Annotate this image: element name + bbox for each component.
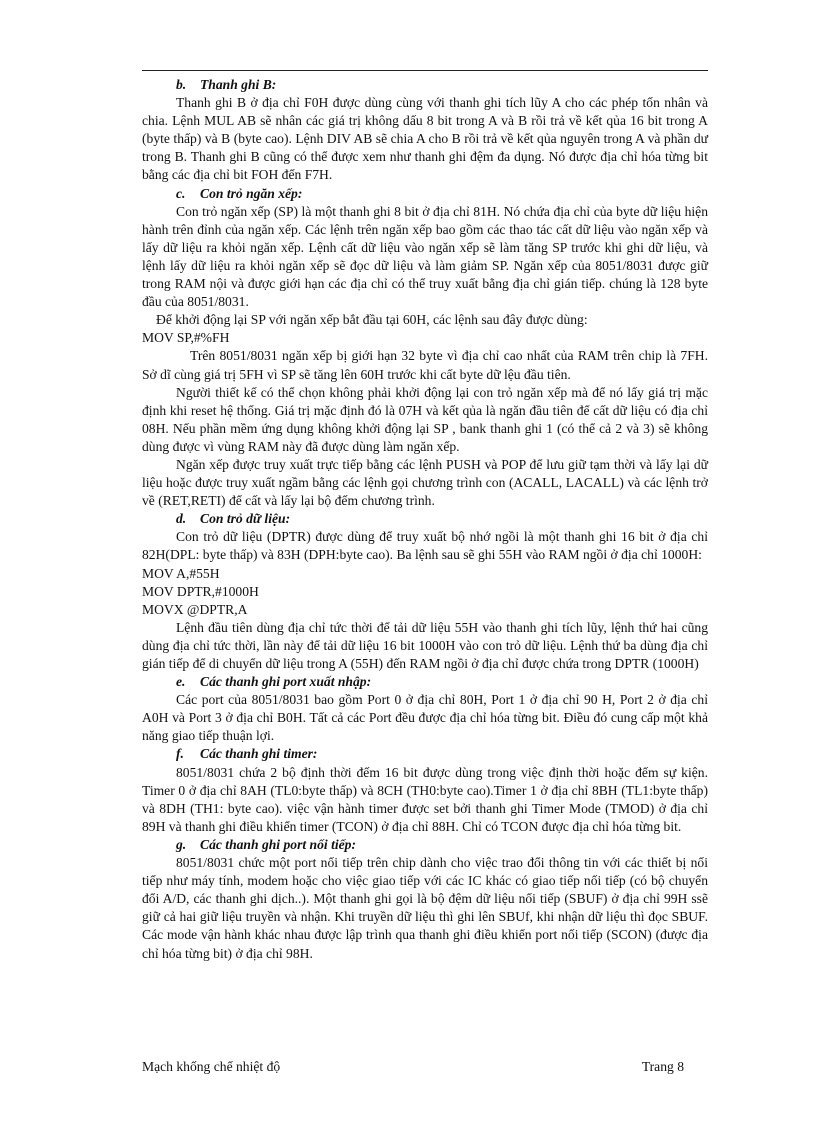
page-body (142, 76, 708, 963)
section-heading-d: d. Con trỏ dữ liệu: (176, 511, 291, 527)
paragraph: Lệnh đầu tiên dùng địa chỉ tức thời để tải dữ liệu 55H vào thanh ghi tích lũy, lệnh thứ hai cũng dùng địa chỉ tức thời, lần này để tải dữ liệu 16 bit 1000H vào con trỏ dữ liệu. Lệnh thứ ba dùng địa chỉ gián tiếp để di chuyển dữ liệu trong A (55H) đến RAM ngồi ở địa chỉ được chứa trong DPTR (1000H) (142, 619, 708, 671)
paragraph: 8051/8031 chức một port nối tiếp trên chip dành cho việc trao đổi thông tin với các thiết bị nối tiếp như máy tính, modem hoặc cho việc giao tiếp với các IC khác có giao tiếp nối tiếp (có bộ chuyển đổi A/D, các thanh ghi dịch..). Một thanh ghi gọi là bộ đệm dữ liệu nối tiếp (SBUF) ở địa chỉ 99H ssẽ giữ cả hai giữ liệu truyền và nhận. Khi truyền dữ liệu thì ghi lên SBUf, khi nhận dữ liệu thì đọc SBUF. Các mode vận hành khác nhau được lập trình qua thanh ghi điều khiển port nối tiếp (SCON) (được địa chỉ hóa từng bit) ở địa chỉ 98H. (142, 855, 708, 961)
paragraph: Ngăn xếp được truy xuất trực tiếp bằng các lệnh PUSH và POP để lưu giữ tạm thời và lấy lại dữ liệu hoặc được truy xuất ngầm bằng các lệnh gọi chương trình con (ACALL, LACALL) và các lệnh trở về (RET,RETI) để cất và lấy lại bộ đếm chương trình. (142, 456, 708, 509)
section-heading-f: f. Các thanh ghi timer: (176, 746, 318, 762)
paragraph: Trên 8051/8031 ngăn xếp bị giới hạn 32 byte vì địa chỉ cao nhất của RAM trên chip là 7FH. Sở dĩ cùng giá trị 5FH vì SP sẽ tăng lên 60H trước khi cất byte dữ lệu đầu tiên. (142, 348, 708, 382)
section-heading-e: e. Các thanh ghi port xuất nhập: (176, 674, 372, 690)
section-heading-b: b. Thanh ghi B: (176, 77, 277, 92)
code-line: MOV A,#55H (142, 565, 220, 581)
paragraph: Thanh ghi B ở địa chỉ F0H được dùng cùng với thanh ghi tích lũy A cho các phép tốn nhân và chia. Lệnh MUL AB sẽ nhân các giá trị không dấu 8 bit trong A và B rồi trả về kết qủa 16 bit trong A (byte thấp) và B (byte cao). Lệnh DIV AB sẽ chia A cho B rồi trả về kết qủa nguyên trong A và phần dư trong B. Thanh ghi B cũng có thể được xem như thanh ghi đệm đa dụng. Nó được địa chỉ hóa từng bit bằng các địa chỉ bit FOH đến F7H. (142, 95, 708, 183)
page-number: Trang 8 (641, 1059, 684, 1074)
header-rule (142, 70, 708, 71)
paragraph: Người thiết kế có thể chọn không phải khởi động lại con trỏ ngăn xếp mà để nó lấy giá trị mặc định khi reset hệ thống. Giá trị mặc định đó là 07H và kết qủa là ngăn đầu tiên để cất dữ liệu có địa chỉ 08H. Nếu phần mềm ứng dụng không khởi động lại SP , bank thanh ghi 1 (có thể cả 2 và 3) sẽ không dùng được vì vùng RAM này đã được dùng làm ngăn xếp. (142, 384, 708, 454)
paragraph: Để khởi động lại SP với ngăn xếp bắt đầu tại 60H, các lệnh sau đây được dùng: (156, 312, 588, 328)
paragraph: Con trỏ dữ liệu (DPTR) được dùng để truy xuất bộ nhớ ngồi là một thanh ghi 16 bit ở địa chỉ 82H(DPL: byte thấp) và 83H (DPH:byte cao). Ba lệnh sau sẽ ghi 55H vào RAM ngồi ở địa chỉ 1000H: (142, 529, 708, 563)
paragraph: Các port của 8051/8031 bao gồm Port 0 ở địa chỉ 80H, Port 1 ở địa chỉ 90 H, Port 2 ở địa chỉ A0H và Port 3 ở địa chỉ B0H. Tất cả các Port đều được địa chỉ hóa từng bit. Điều đó cung cấp một khả năng giao tiếp thuận lợi. (142, 692, 708, 744)
section-heading-g: g. Các thanh ghi port nối tiếp: (176, 836, 356, 852)
section-heading-c: c. Con trỏ ngăn xếp: (176, 185, 303, 201)
code-line: MOV SP,#%FH (142, 330, 230, 346)
code-line: MOVX @DPTR,A (142, 601, 248, 617)
paragraph: 8051/8031 chứa 2 bộ định thời đếm 16 bit được dùng trong việc định thời hoặc đếm sự kiện. Timer 0 ở địa chỉ 8AH (TL0:byte thấp) và 8CH (TH0:byte cao).Timer 1 ở địa chỉ 8BH (TL1:byte thấp) và 8DH (TH1: byte cao). việc vận hành timer được set bởi thanh ghi Timer Mode (TMOD) ở địa chỉ 89H và thanh ghi điều khiển timer (TCON) ở địa chỉ 88H. Chỉ có TCON được địa chỉ hóa từng bit. (142, 764, 708, 834)
page-footer (142, 1059, 684, 1075)
code-line: MOV DPTR,#1000H (142, 583, 259, 599)
paragraph: Con trỏ ngăn xếp (SP) là một thanh ghi 8 bit ở địa chỉ 81H. Nó chứa địa chỉ của byte dữ liệu hiện hành trên đỉnh của ngăn xếp. Các lệnh trên ngăn xếp bao gồm các thao tác cất dữ liệu vào ngăn xếp và lấy dữ liệu ra khỏi ngăn xếp. Lệnh cất dữ liệu vào ngăn xếp sẽ làm tăng SP trước khi ghi dữ liệu, và lệnh lấy dữ liệu ra khỏi ngăn xếp sẽ đọc dữ liệu và làm giảm SP. Ngăn xếp của 8051/8031 được giữ trong RAM nội và được giới hạn các địa chỉ có thể truy xuất bằng địa chỉ gián tiếp. chúng là 128 byte đầu của 8051/8031. (142, 203, 708, 310)
footer-title: Mạch khống chế nhiệt độ (142, 1059, 281, 1074)
